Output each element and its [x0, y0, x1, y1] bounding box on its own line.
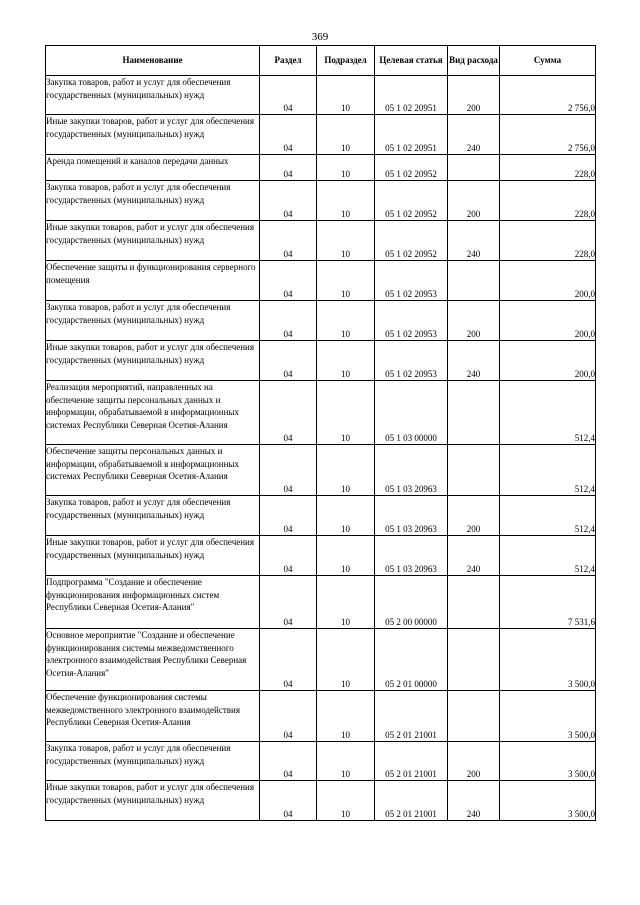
table-cell-amount: 3 500,0 [500, 691, 596, 742]
table-cell-target: 05 2 01 00000 [375, 629, 448, 691]
table-cell-name: Основное мероприятие "Создание и обеспечение функционирования системы межведомственного электронного взаимодействия Республики Северная Осетия-Алания" [46, 629, 260, 691]
table-cell-section: 04 [260, 629, 317, 691]
table-cell-name: Обеспечение функционирования системы межведомственного электронного взаимодействия Республики Северная Осетия-Алания [46, 691, 260, 742]
table-cell-expense-type: 240 [448, 341, 500, 381]
table-cell-amount: 7 531,6 [500, 576, 596, 629]
table-cell-section: 04 [260, 445, 317, 496]
table-row [46, 536, 596, 576]
table-row [46, 181, 596, 221]
table-cell-amount: 512,4 [500, 496, 596, 536]
table-cell-name: Обеспечение защиты и функционирования серверного помещения [46, 261, 260, 301]
header-subsection: Подраздел [317, 46, 375, 76]
table-cell-section: 04 [260, 381, 317, 445]
table-cell-target: 05 1 02 20951 [375, 76, 448, 115]
table-row [46, 445, 596, 496]
table-cell-expense-type [448, 445, 500, 496]
table-cell-subsection: 10 [317, 301, 375, 341]
table-cell-target: 05 1 02 20953 [375, 341, 448, 381]
table-cell-name: Иные закупки товаров, работ и услуг для обеспечения государственных (муниципальных) нужд [46, 536, 260, 576]
table-cell-section: 04 [260, 691, 317, 742]
table-cell-amount: 2 756,0 [500, 115, 596, 155]
table-cell-section: 04 [260, 341, 317, 381]
table-cell-target: 05 2 01 21001 [375, 781, 448, 821]
table-cell-amount: 512,4 [500, 445, 596, 496]
table-row [46, 341, 596, 381]
table-cell-subsection: 10 [317, 445, 375, 496]
budget-table [45, 45, 596, 821]
table-row [46, 115, 596, 155]
header-name: Наименование [46, 46, 260, 76]
table-cell-target: 05 2 01 21001 [375, 742, 448, 781]
table-cell-name: Иные закупки товаров, работ и услуг для обеспечения государственных (муниципальных) нужд [46, 781, 260, 821]
header-target: Целевая статья [375, 46, 448, 76]
table-cell-expense-type [448, 691, 500, 742]
table-cell-expense-type: 200 [448, 301, 500, 341]
table-row [46, 155, 596, 181]
table-cell-expense-type: 200 [448, 742, 500, 781]
table-cell-expense-type: 200 [448, 181, 500, 221]
table-row [46, 691, 596, 742]
table-cell-expense-type [448, 629, 500, 691]
table-cell-subsection: 10 [317, 742, 375, 781]
table-cell-section: 04 [260, 576, 317, 629]
table-cell-expense-type: 240 [448, 781, 500, 821]
table-cell-subsection: 10 [317, 261, 375, 301]
table-header-row [46, 46, 596, 76]
header-amount: Сумма [500, 46, 596, 76]
table-cell-amount: 200,0 [500, 341, 596, 381]
table-cell-subsection: 10 [317, 155, 375, 181]
header-section: Раздел [260, 46, 317, 76]
table-cell-section: 04 [260, 496, 317, 536]
table-cell-subsection: 10 [317, 496, 375, 536]
table-cell-expense-type: 200 [448, 496, 500, 536]
table-cell-expense-type [448, 155, 500, 181]
table-cell-expense-type: 240 [448, 115, 500, 155]
table-cell-target: 05 2 01 21001 [375, 691, 448, 742]
table-row [46, 381, 596, 445]
table-cell-section: 04 [260, 261, 317, 301]
table-row [46, 76, 596, 115]
table-cell-amount: 228,0 [500, 155, 596, 181]
table-cell-expense-type [448, 261, 500, 301]
table-cell-section: 04 [260, 742, 317, 781]
table-cell-section: 04 [260, 155, 317, 181]
table-cell-amount: 3 500,0 [500, 781, 596, 821]
table-cell-subsection: 10 [317, 576, 375, 629]
table-cell-subsection: 10 [317, 781, 375, 821]
table-row [46, 629, 596, 691]
table-cell-amount: 512,4 [500, 381, 596, 445]
table-cell-expense-type [448, 381, 500, 445]
table-cell-subsection: 10 [317, 76, 375, 115]
table-cell-expense-type: 200 [448, 76, 500, 115]
table-cell-target: 05 1 03 20963 [375, 496, 448, 536]
table-cell-subsection: 10 [317, 381, 375, 445]
table-cell-section: 04 [260, 781, 317, 821]
table-cell-section: 04 [260, 221, 317, 261]
table-cell-name: Обеспечение защиты персональных данных и информации, обрабатываемой в информационных системах Республики Северная Осетия-Алания [46, 445, 260, 496]
header-expense-type: Вид расхода [448, 46, 500, 76]
table-row [46, 261, 596, 301]
table-cell-subsection: 10 [317, 629, 375, 691]
table-cell-section: 04 [260, 76, 317, 115]
table-cell-target: 05 2 00 00000 [375, 576, 448, 629]
table-cell-subsection: 10 [317, 691, 375, 742]
table-row [46, 742, 596, 781]
table-cell-section: 04 [260, 301, 317, 341]
table-cell-name: Закупка товаров, работ и услуг для обеспечения государственных (муниципальных) нужд [46, 742, 260, 781]
table-cell-name: Подпрограмма "Создание и обеспечение функционирования информационных систем Республики Северная Осетия-Алания" [46, 576, 260, 629]
table-cell-target: 05 1 02 20953 [375, 261, 448, 301]
table-cell-amount: 512,4 [500, 536, 596, 576]
table-cell-name: Иные закупки товаров, работ и услуг для обеспечения государственных (муниципальных) нужд [46, 341, 260, 381]
table-row [46, 781, 596, 821]
table-cell-subsection: 10 [317, 181, 375, 221]
table-cell-target: 05 1 02 20952 [375, 181, 448, 221]
table-cell-target: 05 1 02 20952 [375, 221, 448, 261]
table-row [46, 221, 596, 261]
table-cell-section: 04 [260, 536, 317, 576]
table-cell-expense-type [448, 576, 500, 629]
table-cell-name: Иные закупки товаров, работ и услуг для обеспечения государственных (муниципальных) нужд [46, 221, 260, 261]
table-cell-subsection: 10 [317, 536, 375, 576]
table-cell-amount: 3 500,0 [500, 629, 596, 691]
table-cell-amount: 2 756,0 [500, 76, 596, 115]
table-cell-amount: 228,0 [500, 181, 596, 221]
table-row [46, 301, 596, 341]
table-cell-amount: 228,0 [500, 221, 596, 261]
table-cell-amount: 200,0 [500, 261, 596, 301]
table-cell-name: Реализация мероприятий, направленных на обеспечение защиты персональных данных и информации, обрабатываемой в информационных системах Республики Северная Осетия-Алания [46, 381, 260, 445]
table-cell-subsection: 10 [317, 115, 375, 155]
table-cell-expense-type: 240 [448, 221, 500, 261]
table-cell-target: 05 1 03 20963 [375, 445, 448, 496]
table-row [46, 496, 596, 536]
table-cell-name: Закупка товаров, работ и услуг для обеспечения государственных (муниципальных) нужд [46, 301, 260, 341]
table-cell-amount: 3 500,0 [500, 742, 596, 781]
table-cell-name: Аренда помещений и каналов передачи данных [46, 155, 260, 181]
table-cell-amount: 200,0 [500, 301, 596, 341]
table-cell-target: 05 1 03 20963 [375, 536, 448, 576]
table-cell-target: 05 1 02 20951 [375, 115, 448, 155]
table-cell-name: Закупка товаров, работ и услуг для обеспечения государственных (муниципальных) нужд [46, 76, 260, 115]
page-number: 369 [311, 31, 329, 43]
table-cell-section: 04 [260, 115, 317, 155]
table-cell-target: 05 1 02 20953 [375, 301, 448, 341]
table-cell-target: 05 1 03 00000 [375, 381, 448, 445]
table-cell-name: Закупка товаров, работ и услуг для обеспечения государственных (муниципальных) нужд [46, 496, 260, 536]
table-row [46, 576, 596, 629]
table-cell-section: 04 [260, 181, 317, 221]
table-cell-name: Закупка товаров, работ и услуг для обеспечения государственных (муниципальных) нужд [46, 181, 260, 221]
table-cell-target: 05 1 02 20952 [375, 155, 448, 181]
table-cell-expense-type: 240 [448, 536, 500, 576]
table-cell-subsection: 10 [317, 221, 375, 261]
table-cell-name: Иные закупки товаров, работ и услуг для обеспечения государственных (муниципальных) нужд [46, 115, 260, 155]
table-cell-subsection: 10 [317, 341, 375, 381]
